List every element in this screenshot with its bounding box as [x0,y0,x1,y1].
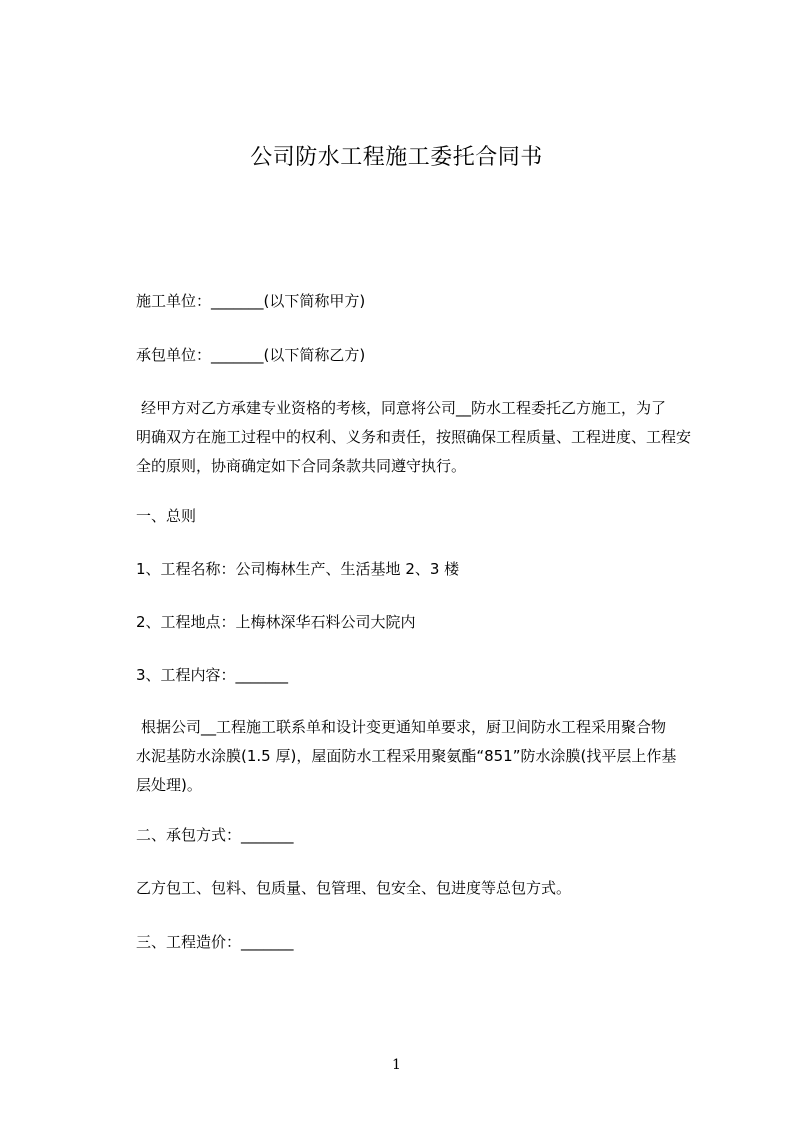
document-title: 公司防水工程施工委托合同书 [250,145,543,170]
section-1-heading: 一、总则 [136,507,197,525]
content-line: 层处理)。 [136,776,202,794]
section-2-text: 乙方包工、包料、包质量、包管理、包安全、包进度等总包方式。 [136,879,572,897]
item-project-name: 1、工程名称：公司梅林生产、生活基地 2、3 楼 [136,560,460,578]
intro-line: 经甲方对乙方承建专业资格的考核，同意将公司__防水工程委托乙方施工，为了 [141,399,667,417]
content-line: 根据公司__工程施工联系单和设计变更通知单要求，厨卫间防水工程采用聚合物 [141,718,667,736]
party-a-line: 施工单位：_______(以下简称甲方) [136,292,366,310]
content-line: 水泥基防水涂膜(1.5 厚)，屋面防水工程采用聚氨酯“851”防水涂膜(找平层上作基 [136,747,677,765]
section-2-heading: 二、承包方式：_______ [136,826,294,844]
intro-paragraph [136,394,692,481]
content-paragraph [136,713,684,800]
intro-line: 明确双方在施工过程中的权利、义务和责任，按照确保工程质量、工程进度、工程安 [136,428,692,446]
item-project-location: 2、工程地点：上梅林深华石料公司大院内 [136,613,416,631]
section-3-heading: 三、工程造价：_______ [136,933,294,951]
page-number: 1 [392,1057,401,1073]
intro-line: 全的原则，协商确定如下合同条款共同遵守执行。 [136,457,467,475]
party-b-line: 承包单位：_______(以下简称乙方) [136,346,366,364]
item-project-content: 3、工程内容：_______ [136,666,289,684]
